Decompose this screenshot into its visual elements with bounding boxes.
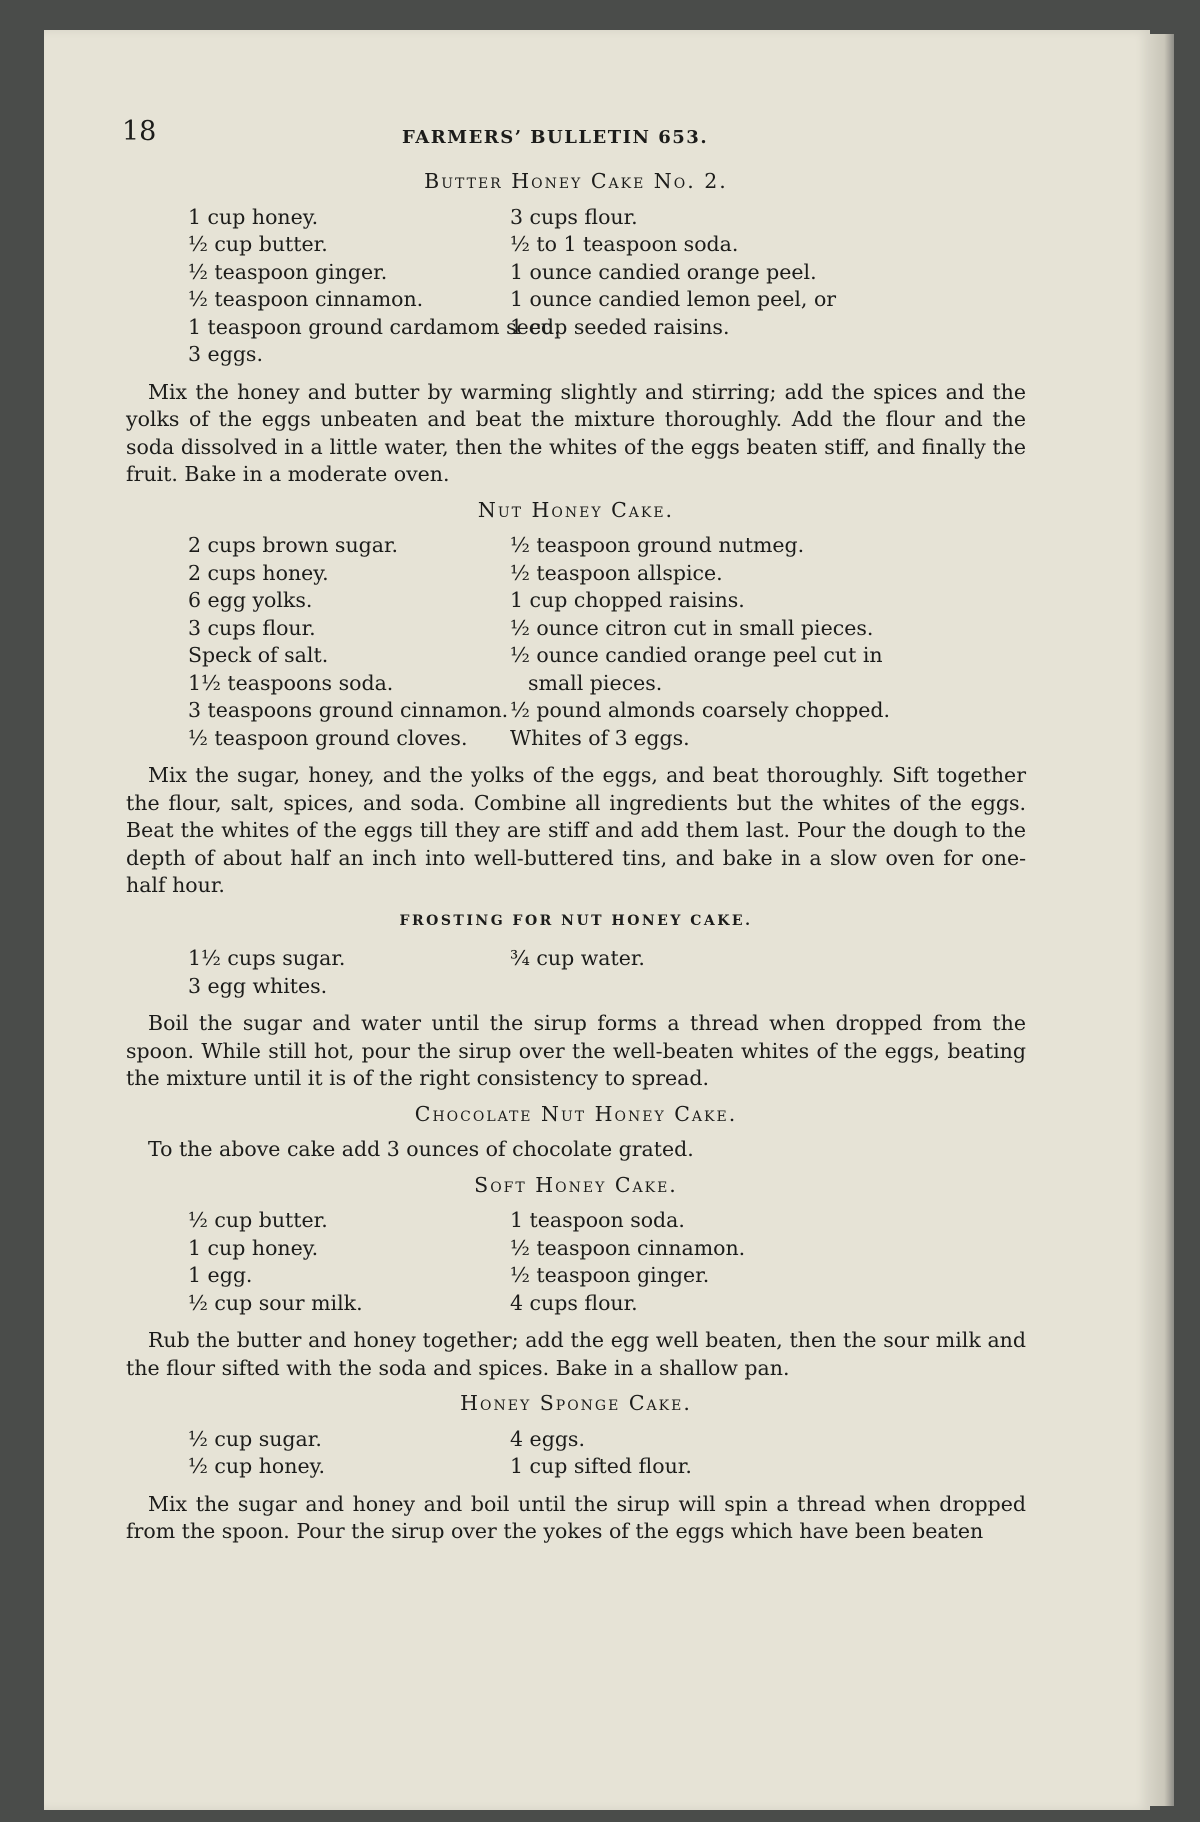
ingredient: 1 cup seeded raisins. [510,314,730,339]
ingredient: 2 cups honey. [188,560,329,585]
ingredient-column-left [126,945,502,1000]
ingredient: Speck of salt. [188,643,329,667]
ingredient: 3 egg whites. [188,973,328,998]
ingredient-list [126,945,1026,1000]
ingredient: 1 ounce candied orange peel. [510,259,817,284]
ingredient-column-left [126,532,509,752]
ingredient: ½ cup honey. [188,1454,325,1478]
recipe-butter-honey-cake [126,168,1026,489]
ingredient-list [126,1207,1026,1317]
ingredient: 1 cup honey. [188,204,319,229]
recipe-chocolate-nut-honey-cake [126,1101,1026,1164]
recipe-honey-sponge-cake [126,1390,1026,1546]
ingredient: 1 teaspoon soda. [510,1208,685,1232]
recipe-frosting [126,908,1026,1093]
ingredient: small pieces. [528,670,663,695]
ingredient: ½ cup sour milk. [188,1290,363,1315]
page-edge [1150,34,1174,1806]
ingredient: ½ teaspoon allspice. [510,560,723,585]
ingredient: ½ to 1 teaspoon soda. [510,232,739,256]
recipe-title: Nut Honey Cake. [477,497,675,522]
recipe-title: Soft Honey Cake. [474,1172,678,1197]
ingredient: 4 cups flour. [510,1290,638,1315]
ingredient-list [126,1426,1026,1481]
page-header [122,118,1026,162]
ingredient: ½ ounce citron cut in small pieces. [510,615,874,640]
ingredient: ½ cup butter. [188,232,328,256]
ingredient: ½ cup sugar. [188,1426,322,1451]
recipe-soft-honey-cake [126,1172,1026,1383]
ingredient: ½ teaspoon cinnamon. [510,1235,746,1260]
ingredient: 4 eggs. [510,1426,585,1451]
ingredient-list [126,204,1026,369]
ingredient: 2 cups brown sugar. [188,533,399,557]
recipe-title: Honey Sponge Cake. [460,1391,692,1415]
ingredient-column-right [502,204,1026,369]
ingredient: 6 egg yolks. [188,588,313,612]
recipe-instructions: Mix the sugar and honey and boil until the sirup will spin a thread when dropped from the spoon. Pour the sirup over the yokes of the eggs which have been beaten [126,1491,1026,1543]
ingredient-column-right [502,1207,1026,1317]
ingredient: 3 teaspoons ground cinnamon. [188,698,509,722]
running-head: FARMERS’ BULLETIN 653. [402,127,709,148]
ingredient-column-left [126,1207,502,1317]
ingredient: 1 egg. [188,1263,253,1287]
ingredient: 1 cup honey. [188,1235,319,1260]
page-content [122,116,1026,1554]
ingredient: 1 teaspoon ground cardamom seed. [188,314,561,339]
ingredient: ½ teaspoon ginger. [510,1263,710,1287]
page-number: 18 [122,116,157,147]
ingredient-column-left [126,1426,502,1481]
ingredient: ½ teaspoon cinnamon. [188,287,424,311]
ingredient: ½ teaspoon ground nutmeg. [510,533,805,557]
recipe-instructions: To the above cake add 3 ounces of chocolate grated. [148,1137,694,1161]
ingredient: 3 eggs. [188,342,263,366]
ingredient: 3 cups flour. [510,204,638,229]
ingredient: 1½ cups sugar. [188,946,346,970]
ingredient: 3 cups flour. [188,615,316,640]
ingredient: 1 ounce candied lemon peel, or [510,287,837,311]
recipe-instructions: Mix the honey and butter by warming slightly and stirring; add the spices and the yolks of the eggs unbeaten and beat the mixture thoroughly. Add the flour and the soda dissolved in a little water, then the whites of the eggs beaten stiff, and finally the fruit. Bake in a moderate oven. [126,379,1026,486]
ingredient: 1 cup chopped raisins. [510,588,745,612]
ingredient: ½ teaspoon ginger. [188,259,388,284]
recipe-instructions: Rub the butter and honey together; add the egg well beaten, then the sour milk and the flour sifted with the soda and spices. Bake in a shallow pan. [126,1328,1026,1380]
recipe-instructions: Boil the sugar and water until the sirup forms a thread when dropped from the spoon. While still hot, pour the sirup over the well-beaten whites of the eggs, beating the mixture until it is of the right consistency to spread. [126,1011,1026,1090]
recipe-subtitle: FROSTING FOR NUT HONEY CAKE. [399,912,753,929]
recipe-title: Chocolate Nut Honey Cake. [414,1101,738,1126]
ingredient: 1 cup sifted flour. [510,1454,692,1478]
ingredient: 1½ teaspoons soda. [188,670,394,695]
ingredient-column-left [126,204,561,369]
ingredient: ½ teaspoon ground cloves. [188,725,468,750]
ingredient: ½ cup butter. [188,1208,328,1232]
ingredient-column-right [502,945,1026,1000]
ingredient: ¾ cup water. [510,946,645,970]
recipe-nut-honey-cake [126,497,1026,900]
ingredient-list [126,532,1026,752]
ingredient: ½ ounce candied orange peel cut in [510,643,883,667]
recipe-title: Butter Honey Cake No. 2. [424,169,728,193]
ingredient: Whites of 3 eggs. [510,725,690,750]
ingredient-column-right [502,532,1026,752]
ingredient-column-right [502,1426,1026,1481]
ingredient: ½ pound almonds coarsely chopped. [510,698,891,722]
recipe-instructions: Mix the sugar, honey, and the yolks of the eggs, and beat thoroughly. Sift together the flour, salt, spices, and soda. Combine all ingredients but the whites of the eggs. Beat the whites of the eggs till they are stiff and add them last. Pour the dough to the depth of about half an inch into well-buttered tins, and bake in a slow oven for one-half hour. [126,763,1026,897]
